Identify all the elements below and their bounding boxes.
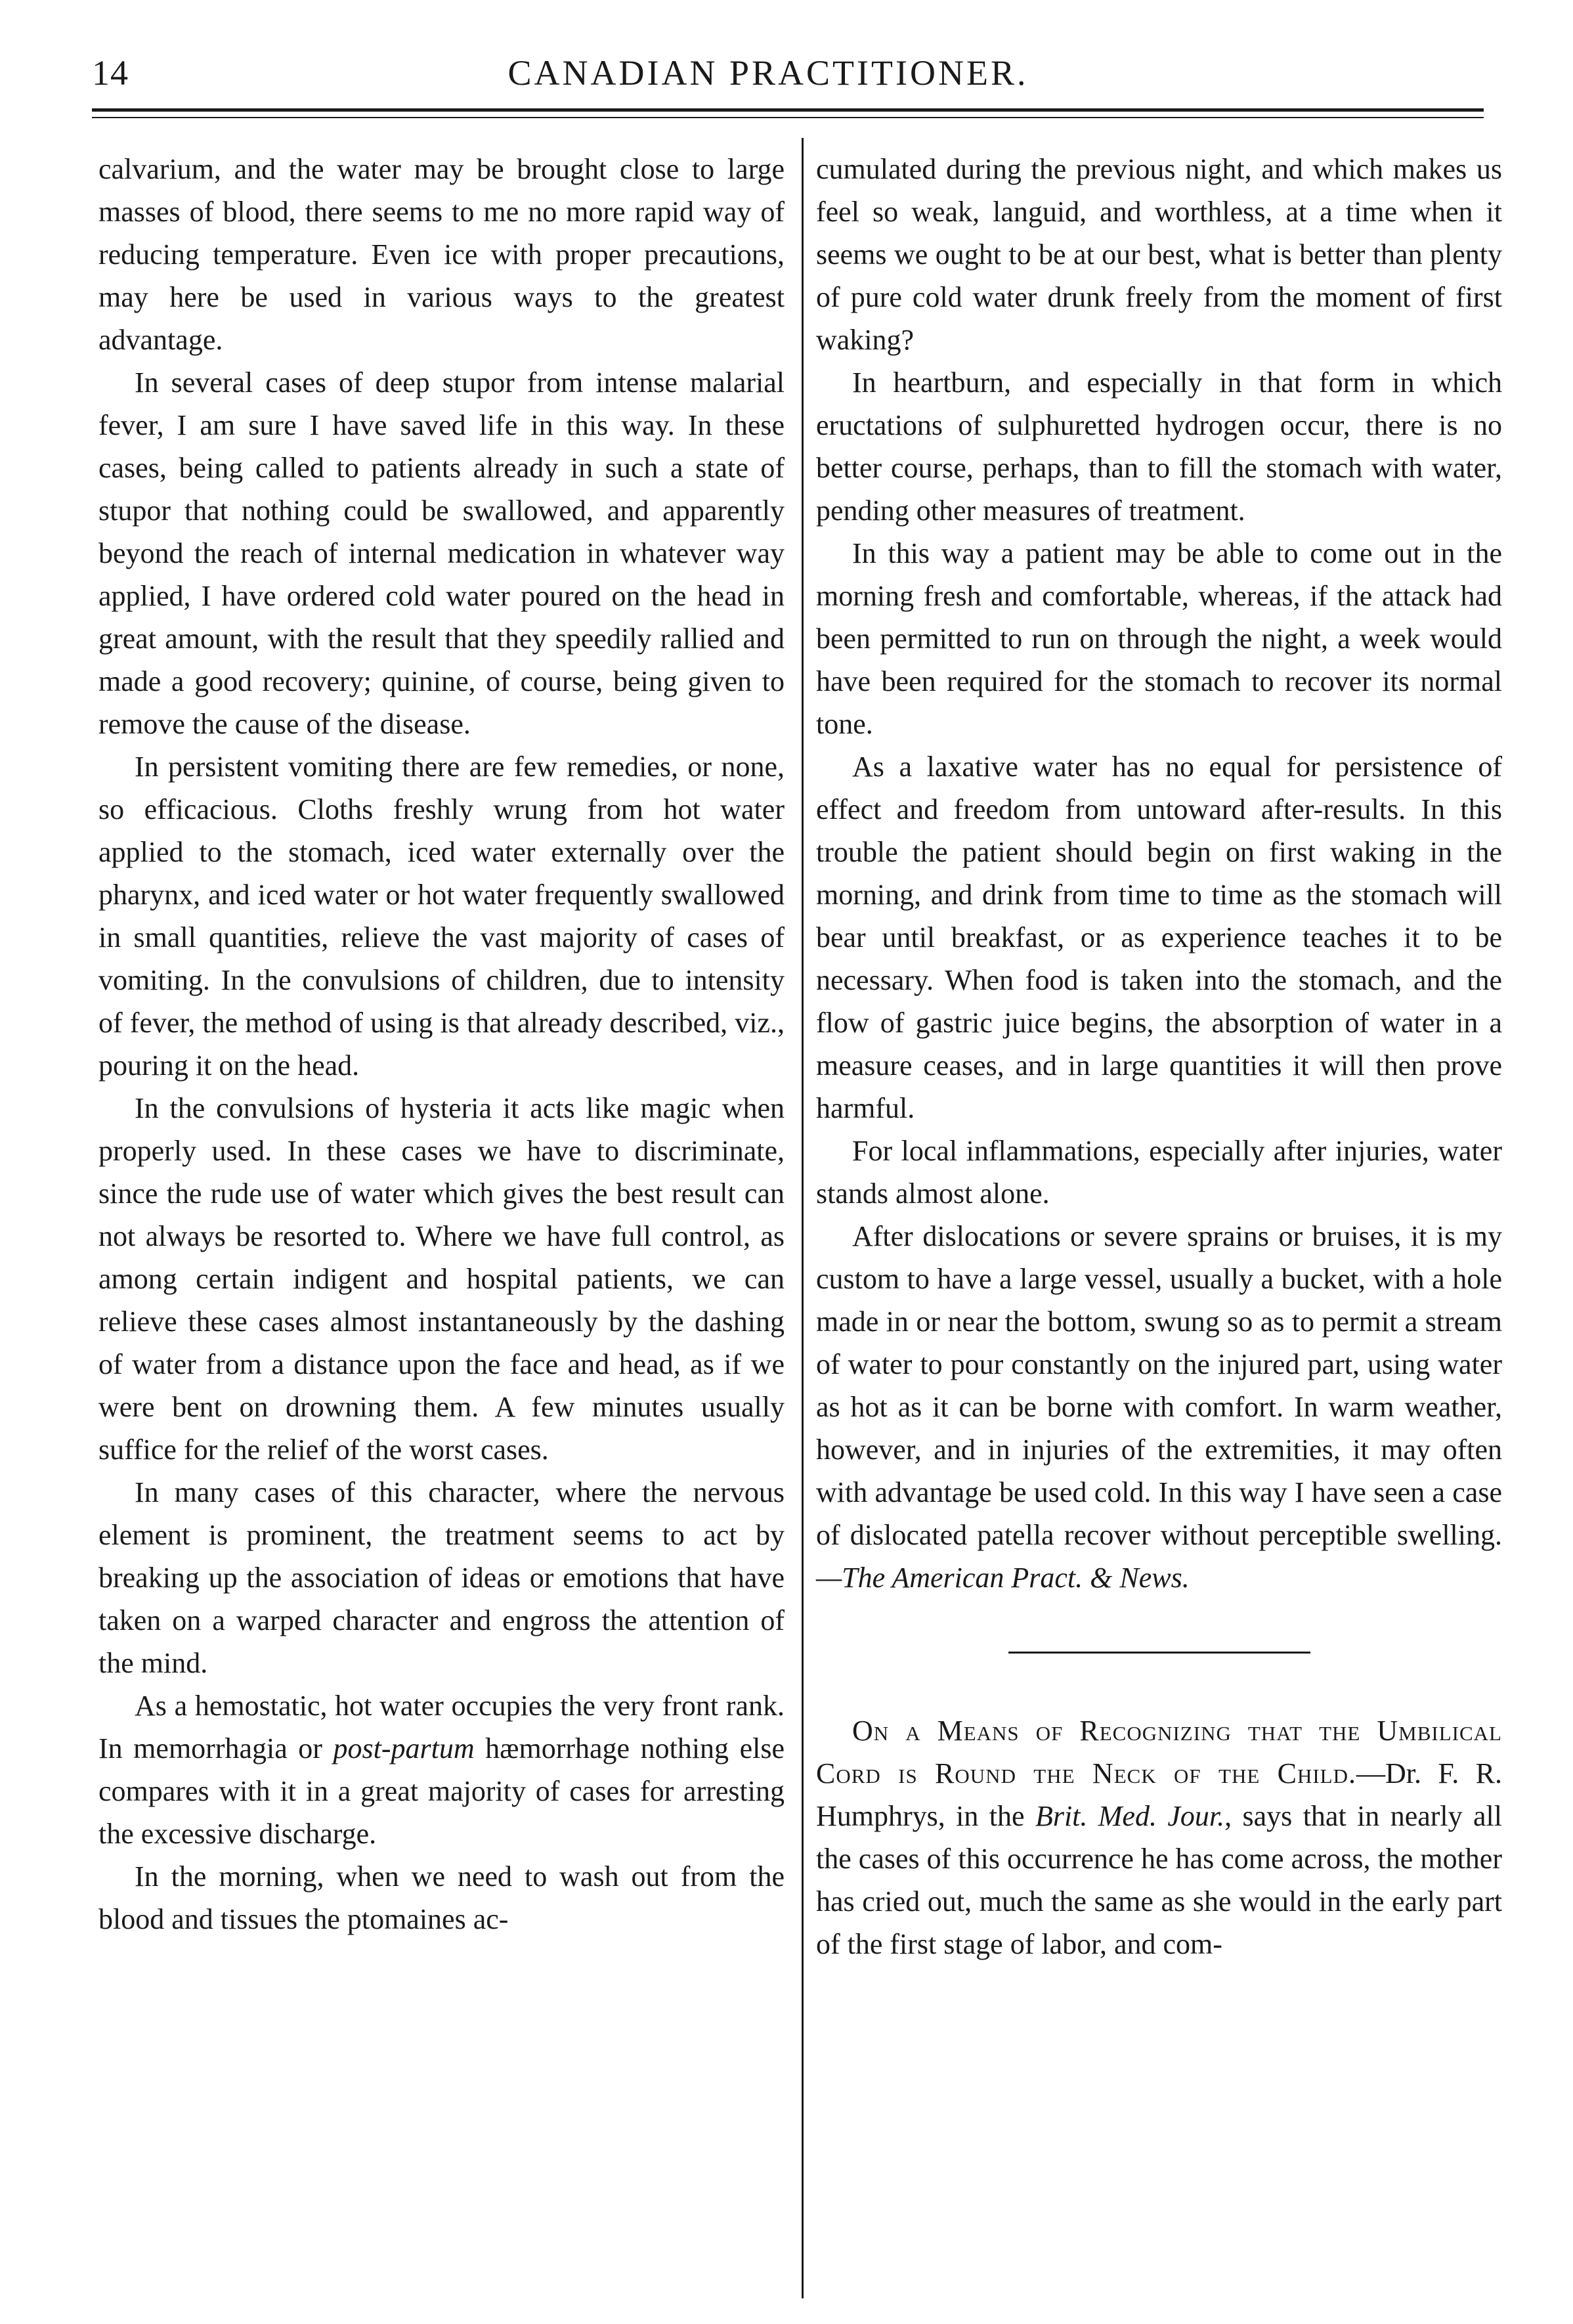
paragraph: In many cases of this character, where the nervous element is prominent, the treatment seems to act by breaking up the association of ideas or emotions that have taken on a warped character and engross the attention of the mind. — [98, 1476, 785, 1679]
left-column — [98, 148, 785, 1940]
article-author: —Dr. F. R. Humphrys, in the — [816, 1757, 1503, 1832]
paragraph: In several cases of deep stupor from intense malarial fever, I am sure I have saved life in this way. In these cases, being called to patients already in such a state of stupor that nothing could be swallowed, and apparently beyond the reach of internal medication in whatever way applied, I have ordered cold water poured on the head in great amount, with the result that they speedily rallied and made a good recovery; quinine, of course, being given to remove the cause of the disease. — [98, 366, 785, 740]
paragraph: For local inflammations, especially after injuries, water stands almost alone. — [816, 1135, 1502, 1210]
page-number: 14 — [92, 53, 129, 93]
running-head: CANADIAN PRACTITIONER. — [507, 53, 1029, 93]
paragraph: As a laxative water has no equal for persistence of effect and freedom from untoward after-results. In this trouble the patient should begin on first waking in the morning, and drink from time to time as the stomach will bear until breakfast, or as experience teaches it to be necessary. When food is taken into the stomach, and the flow of gastric juice begins, the absorption of water in a measure ceases, and in large quantities it will then prove harmful. — [816, 751, 1502, 1124]
paragraph-hemostatic — [98, 1684, 785, 1855]
section-separator — [1008, 1652, 1310, 1654]
paragraph-dislocations — [816, 1215, 1502, 1599]
paragraph: In the morning, when we need to wash out from the blood and tissues the ptomaines ac- — [98, 1860, 785, 1935]
page-header — [46, 53, 1490, 105]
paragraph: cumulated during the previous night, and which makes us feel so weak, languid, and worthless, at a time when it seems we ought to be at our best, what is better than plenty of pure cold water drunk freely from the moment of first waking? — [816, 153, 1502, 356]
dislocations-text: After dislocations or severe sprains or bruises, it is my custom to have a large vessel, usually a bucket, with a hole made in or near the bottom, swung so as to permit a stream of water to pour constantly on the injured part, using water as hot as it can be borne with comfort. In warm weather, however, and in injuries of the extremities, it may often with advantage be used cold. In this way I have seen a case of dislocated patella recover without perceptible swelling. — [816, 1220, 1502, 1551]
paragraph: In the convulsions of hysteria it acts like magic when properly used. In these cases we have to discriminate, since the rude use of water which gives the best result can not always be resorted to. Where we have full control, as among certain indigent and hospital patients, we can relieve these cases almost instantaneously by the dashing of water from a distance upon the face and head, as if we were bent on drowning them. A few minutes usually suffice for the relief of the worst cases. — [98, 1092, 785, 1466]
header-rule-thin — [92, 117, 1484, 118]
post-partum-term: post-partum — [333, 1732, 475, 1765]
source-citation: —The American Pract. & News. — [816, 1562, 1190, 1594]
article-paragraph — [816, 1709, 1502, 1965]
journal-name: Brit. Med. Jour. — [1035, 1800, 1225, 1832]
paragraph: In heartburn, and especially in that form in which eructations of sulphuretted hydrogen occur, there is no better course, perhaps, than to fill the stomach with water, pending other measures of treatment. — [816, 366, 1502, 527]
header-rule-thick — [92, 108, 1484, 112]
article-heading: On a Means of Recognizing that the Umbilical Cord is Round the Neck of the Child. — [816, 1715, 1502, 1789]
paragraph: In persistent vomiting there are few remedies, or none, so efficacious. Cloths freshly wrung from hot water applied to the stomach, iced water externally over the pharynx, and iced water or hot water frequently swallowed in small quantities, relieve the vast majority of cases of vomiting. In the convulsions of children, due to intensity of fever, the method of using is that already described, viz., pouring it on the head. — [98, 751, 785, 1082]
hemostatic-text-a: As a hemostatic, hot water occupies the very front rank. In memorrhagia or — [98, 1690, 785, 1765]
column-divider — [802, 138, 804, 2298]
right-column — [816, 148, 1502, 1965]
hemostatic-text-b: hæmorrhage nothing else compares with it in a great majority of cases for arresting the excessive discharge. — [98, 1732, 785, 1850]
paragraph: In this way a patient may be able to come out in the morning fresh and comfortable, whereas, if the attack had been permitted to run on through the night, a week would have been required for the stomach to recover its normal tone. — [816, 537, 1502, 740]
paragraph: calvarium, and the water may be brought close to large masses of blood, there seems to me no more rapid way of reducing temperature. Even ice with proper precautions, may here be used in various ways to the greatest advantage. — [98, 153, 785, 356]
article-body: , says that in nearly all the cases of this occurrence he has come across, the mother has cried out, much the same as she would in the early part of the first stage of labor, and com- — [816, 1800, 1502, 1960]
